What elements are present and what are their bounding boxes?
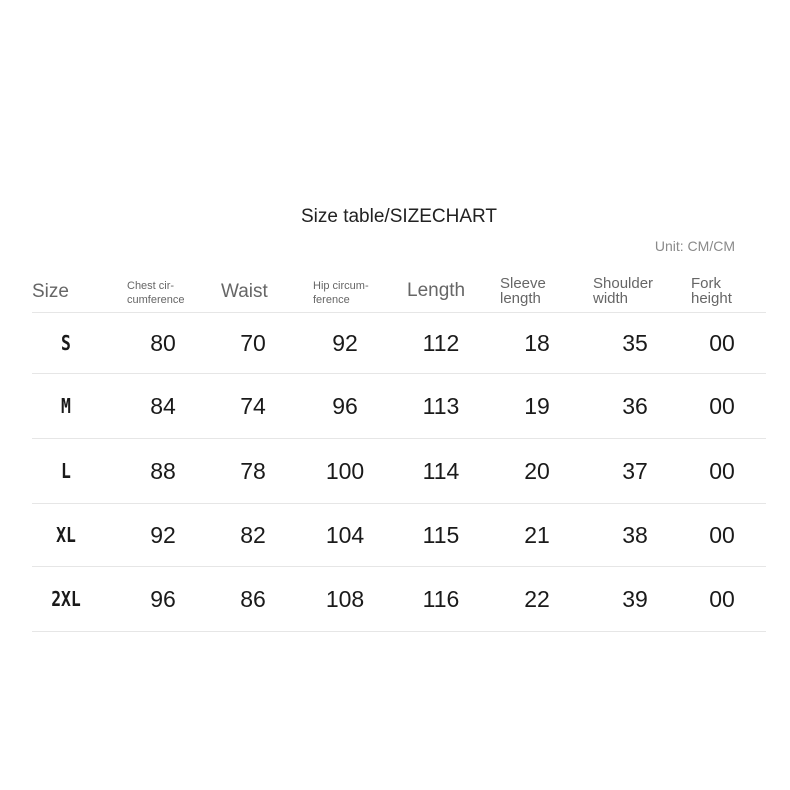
cell-hip: 108 (325, 585, 365, 612)
cell-chest: 80 (150, 329, 176, 356)
header-length: Length (407, 280, 466, 301)
cell-shoulder: 39 (622, 585, 648, 612)
size-table (32, 270, 766, 632)
cell-chest: 88 (150, 457, 176, 484)
header-fork: Fork height (691, 275, 732, 307)
cell-waist: 82 (240, 521, 266, 548)
cell-chest: 96 (150, 585, 176, 612)
cell-fork: 00 (709, 457, 735, 484)
cell-length: 114 (422, 457, 460, 484)
header-sleeve: Sleeve length (500, 275, 546, 307)
cell-size: L (61, 459, 71, 483)
cell-fork: 00 (709, 329, 735, 356)
cell-size: XL (56, 523, 76, 547)
cell-size: 2XL (51, 587, 81, 611)
cell-hip: 96 (332, 392, 358, 419)
cell-waist: 74 (240, 392, 266, 419)
cell-waist: 78 (240, 457, 266, 484)
cell-chest: 84 (150, 392, 176, 419)
header-size: Size (32, 281, 69, 302)
cell-waist: 86 (240, 585, 266, 612)
cell-hip: 104 (325, 521, 365, 548)
header-hip: Hip circum- ference (313, 280, 369, 306)
cell-length: 115 (422, 521, 460, 548)
cell-hip: 92 (332, 329, 358, 356)
table-row (32, 567, 766, 632)
cell-fork: 00 (709, 521, 735, 548)
cell-shoulder: 36 (622, 392, 648, 419)
header-chest: Chest cir- cumference (127, 280, 185, 306)
table-row (32, 313, 766, 374)
cell-waist: 70 (240, 329, 266, 356)
cell-shoulder: 37 (622, 457, 648, 484)
cell-shoulder: 38 (622, 521, 648, 548)
table-header (32, 270, 766, 313)
page-title: Size table/SIZECHART (300, 206, 498, 227)
header-waist: Waist (221, 281, 268, 302)
cell-sleeve: 22 (524, 585, 550, 612)
header-shoulder: Shoulder width (593, 275, 654, 307)
cell-shoulder: 35 (622, 329, 648, 356)
cell-sleeve: 18 (524, 329, 550, 356)
cell-length: 113 (422, 392, 460, 419)
cell-size: S (61, 331, 71, 355)
cell-length: 116 (422, 585, 460, 612)
cell-sleeve: 19 (524, 392, 550, 419)
cell-sleeve: 21 (524, 521, 550, 548)
cell-sleeve: 20 (524, 457, 550, 484)
cell-fork: 00 (709, 585, 735, 612)
table-row (32, 439, 766, 504)
cell-hip: 100 (325, 457, 365, 484)
cell-length: 112 (422, 329, 460, 356)
unit-label: Unit: CM/CM (654, 238, 735, 254)
cell-chest: 92 (150, 521, 176, 548)
table-row (32, 374, 766, 439)
table-row (32, 504, 766, 567)
cell-size: M (61, 394, 71, 418)
cell-fork: 00 (709, 392, 735, 419)
